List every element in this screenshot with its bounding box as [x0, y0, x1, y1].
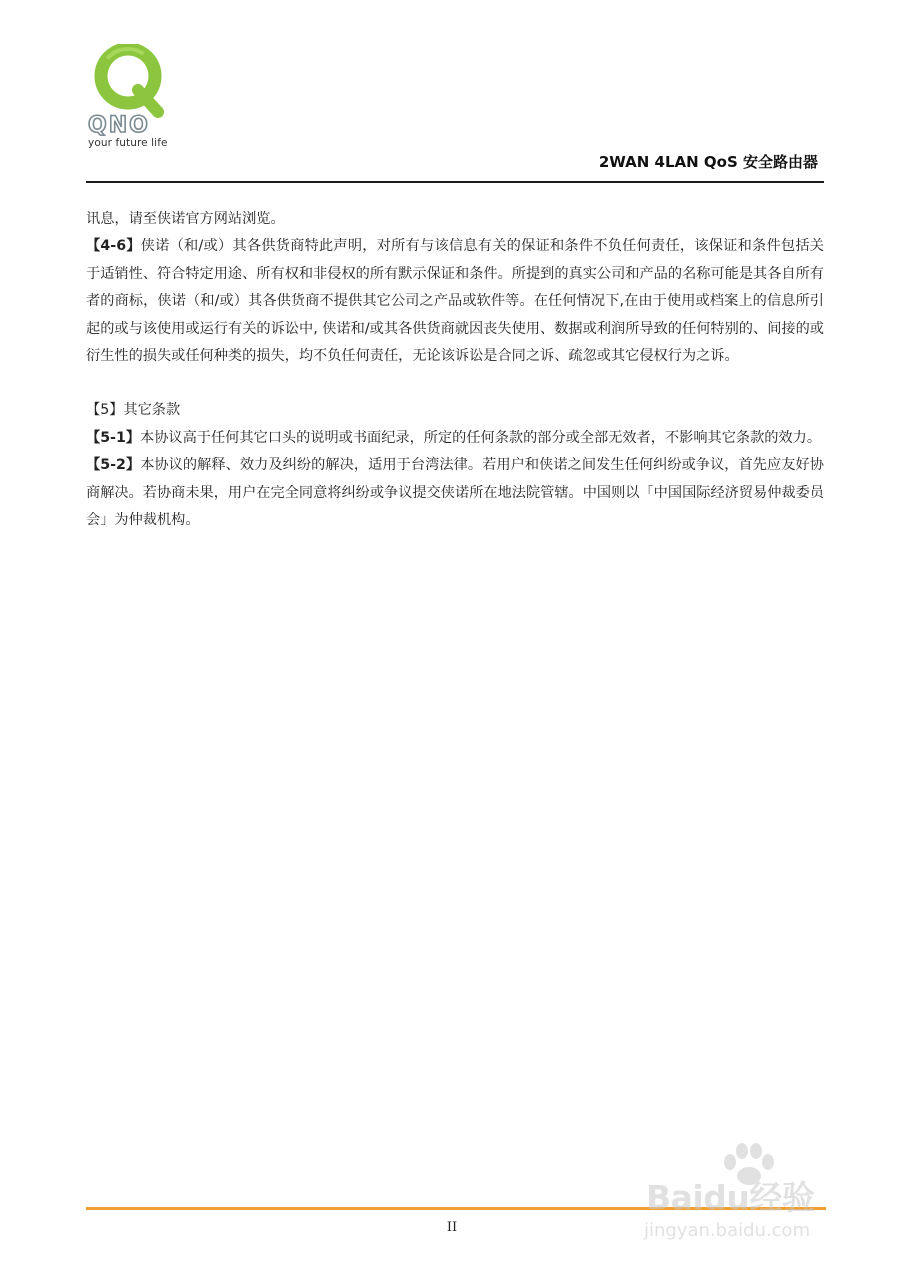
- qno-logo-text: QNO: [88, 113, 150, 138]
- paragraph-text: 本协议的解释、效力及纠纷的解决，适用于台湾法律。若用户和侠诺之间发生任何纠纷或争议，首先应友好协商解决。若协商未果，用户在完全同意将纠纷或争议提交侠诺所在地法院管辖。中国则以「中国国际经济贸易仲裁委员会」为仲裁机构。: [86, 457, 824, 529]
- section-5-heading: [86, 397, 824, 424]
- watermark-brand: Baidu经验: [646, 1178, 815, 1217]
- paragraph-4-6: [86, 233, 824, 370]
- page-number: II: [446, 1220, 458, 1235]
- clause-tag: 【4-6】: [86, 238, 141, 255]
- section-heading-text: 其它条款: [123, 402, 181, 419]
- paragraph-text: 讯息，请至侠诺官方网站浏览。: [86, 211, 285, 227]
- document-title: 2WAN 4LAN QoS 安全路由器: [598, 153, 818, 171]
- paragraph-5-1: [86, 425, 824, 452]
- clause-tag: 【5-1】: [86, 429, 141, 446]
- paragraph-5-2: [86, 452, 824, 534]
- paragraph-spacer: [86, 370, 824, 397]
- clause-tag: 【5】: [86, 402, 124, 419]
- baidu-watermark: [640, 1142, 860, 1272]
- paragraph-text: 侠诺（和/或）其各供货商特此声明，对所有与该信息有关的保证和条件不负任何责任，该保证和条件包括关于适销性、符合特定用途、所有权和非侵权的所有默示保证和条件。所提到的真实公司和产品的名称可能是其各自所有者的商标，侠诺（和/或）其各供货商不提供其它公司之产品或软件等。在任何情况下,在由于使用或档案上的信息所引起的或与该使用或运行有关的诉讼中, 侠诺和/或其各供货商就因丧失使用、数据或利润所导致的任何特别的、间接的或衍生性的损失或任何种类的损失，均不负任何责任，无论该诉讼是合同之诉、疏忽或其它侵权行为之诉。: [86, 238, 824, 365]
- logo-tagline: your future life: [88, 137, 168, 149]
- watermark-url: jingyan.baidu.com: [644, 1220, 811, 1241]
- document-body: [86, 206, 824, 534]
- header-divider: [86, 181, 824, 183]
- qno-logo-mark: [86, 44, 186, 139]
- paragraph-continuation: [86, 206, 824, 233]
- clause-tag: 【5-2】: [86, 457, 141, 474]
- paragraph-text: 本协议高于任何其它口头的说明或书面纪录，所定的任何条款的部分或全部无效者，不影响其它条款的效力。: [140, 429, 822, 446]
